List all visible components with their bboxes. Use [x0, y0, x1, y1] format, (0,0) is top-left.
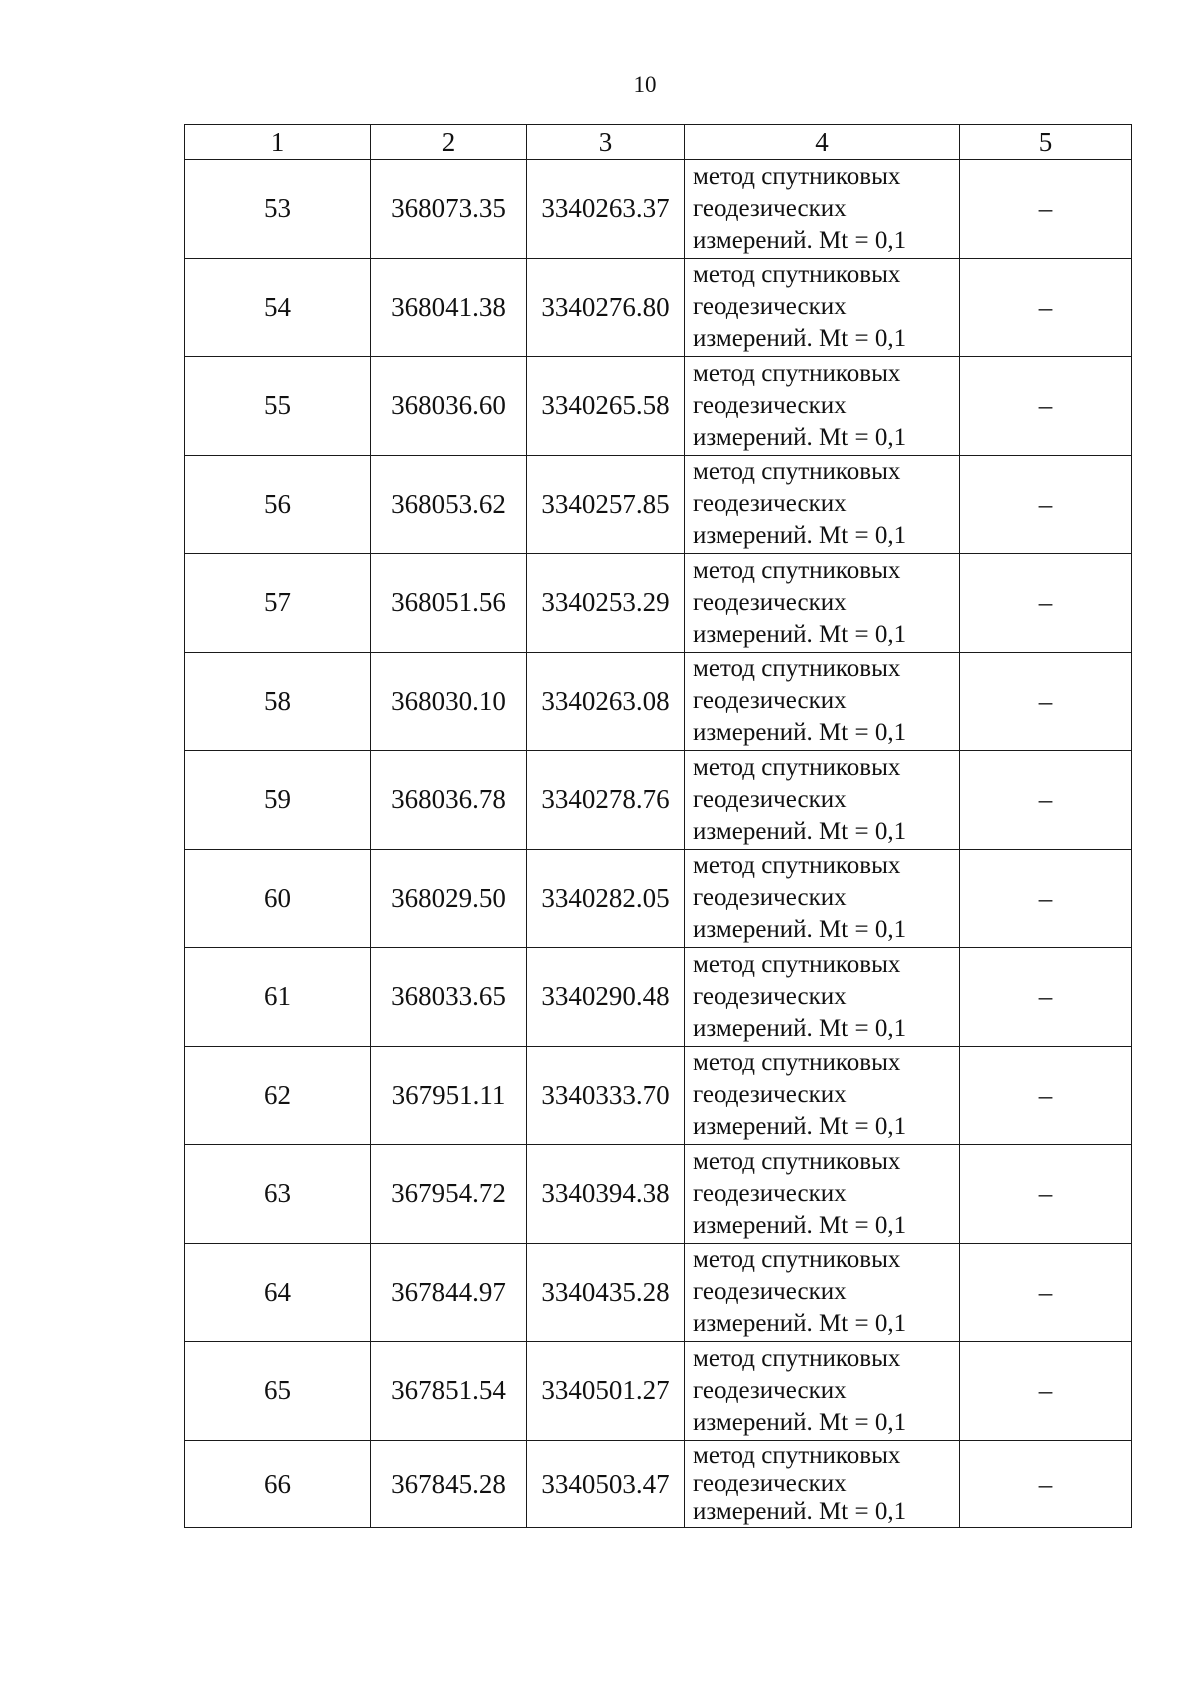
- method-line: измерений. Mt = 0,1: [693, 226, 907, 254]
- method-line: геодезических: [693, 588, 847, 616]
- y-coordinate-cell: 3340276.80: [527, 258, 685, 357]
- table-row: [185, 1243, 1132, 1342]
- y-coordinate-cell: 3340290.48: [527, 948, 685, 1047]
- method-line: геодезических: [693, 194, 847, 222]
- table-row: [185, 160, 1132, 259]
- column-header: 2: [371, 125, 527, 160]
- y-coordinate-cell: 3340278.76: [527, 751, 685, 850]
- method-line: измерений. Mt = 0,1: [693, 423, 907, 451]
- y-coordinate-cell: 3340394.38: [527, 1145, 685, 1244]
- method-cell: [685, 1145, 960, 1244]
- method-line: геодезических: [693, 1179, 847, 1207]
- method-line: метод спутниковых: [693, 1049, 901, 1077]
- y-coordinate-cell: 3340265.58: [527, 357, 685, 456]
- method-line: метод спутниковых: [693, 1344, 901, 1372]
- method-line: измерений. Mt = 0,1: [693, 916, 907, 944]
- method-line: измерений. Mt = 0,1: [693, 1310, 907, 1338]
- method-line: геодезических: [693, 490, 847, 518]
- method-cell: [685, 1046, 960, 1145]
- x-coordinate-cell: 367951.11: [371, 1046, 527, 1145]
- note-cell: –: [960, 258, 1132, 357]
- method-line: геодезических: [693, 1469, 847, 1497]
- method-cell: [685, 1243, 960, 1342]
- page-number: 10: [633, 72, 657, 97]
- point-number-cell: 66: [185, 1440, 371, 1527]
- x-coordinate-cell: 368051.56: [371, 554, 527, 653]
- method-line: измерений. Mt = 0,1: [693, 719, 907, 747]
- method-line: измерений. Mt = 0,1: [693, 1014, 907, 1042]
- x-coordinate-cell: 368036.60: [371, 357, 527, 456]
- note-cell: –: [960, 1145, 1132, 1244]
- method-cell: [685, 1440, 960, 1527]
- method-line: геодезических: [693, 391, 847, 419]
- method-line: геодезических: [693, 982, 847, 1010]
- point-number-cell: 53: [185, 160, 371, 259]
- table-row: [185, 1046, 1132, 1145]
- method-line: метод спутниковых: [693, 852, 901, 880]
- table-header-row: [185, 125, 1132, 160]
- x-coordinate-cell: 367844.97: [371, 1243, 527, 1342]
- table-row: [185, 751, 1132, 850]
- point-number-cell: 61: [185, 948, 371, 1047]
- note-cell: –: [960, 849, 1132, 948]
- method-line: измерений. Mt = 0,1: [693, 817, 907, 845]
- point-number-cell: 60: [185, 849, 371, 948]
- note-cell: –: [960, 1342, 1132, 1441]
- method-line: геодезических: [693, 1081, 847, 1109]
- x-coordinate-cell: 367845.28: [371, 1440, 527, 1527]
- method-line: геодезических: [693, 687, 847, 715]
- method-line: геодезических: [693, 884, 847, 912]
- method-line: метод спутниковых: [693, 556, 901, 584]
- point-number-cell: 63: [185, 1145, 371, 1244]
- point-number-cell: 57: [185, 554, 371, 653]
- table-row: [185, 455, 1132, 554]
- note-cell: –: [960, 160, 1132, 259]
- point-number-cell: 65: [185, 1342, 371, 1441]
- method-line: геодезических: [693, 293, 847, 321]
- point-number-cell: 64: [185, 1243, 371, 1342]
- method-line: измерений. Mt = 0,1: [693, 1113, 907, 1141]
- method-cell: [685, 554, 960, 653]
- method-line: измерений. Mt = 0,1: [693, 1408, 907, 1436]
- method-cell: [685, 751, 960, 850]
- column-header: 5: [960, 125, 1132, 160]
- method-line: метод спутниковых: [693, 458, 901, 486]
- note-cell: –: [960, 554, 1132, 653]
- note-cell: –: [960, 357, 1132, 456]
- note-cell: –: [960, 1243, 1132, 1342]
- y-coordinate-cell: 3340503.47: [527, 1440, 685, 1527]
- y-coordinate-cell: 3340253.29: [527, 554, 685, 653]
- x-coordinate-cell: 368041.38: [371, 258, 527, 357]
- y-coordinate-cell: 3340257.85: [527, 455, 685, 554]
- x-coordinate-cell: 368073.35: [371, 160, 527, 259]
- note-cell: –: [960, 1046, 1132, 1145]
- method-line: геодезических: [693, 785, 847, 813]
- method-line: метод спутниковых: [693, 753, 901, 781]
- method-line: метод спутниковых: [693, 1246, 901, 1274]
- method-line: измерений. Mt = 0,1: [693, 1497, 907, 1525]
- y-coordinate-cell: 3340282.05: [527, 849, 685, 948]
- x-coordinate-cell: 368053.62: [371, 455, 527, 554]
- table-row: [185, 849, 1132, 948]
- method-line: метод спутниковых: [693, 1147, 901, 1175]
- table-row: [185, 1440, 1132, 1527]
- column-header: 4: [685, 125, 960, 160]
- x-coordinate-cell: 368030.10: [371, 652, 527, 751]
- column-header: 1: [185, 125, 371, 160]
- x-coordinate-cell: 367954.72: [371, 1145, 527, 1244]
- method-line: метод спутниковых: [693, 1441, 901, 1469]
- method-cell: [685, 1342, 960, 1441]
- x-coordinate-cell: 368036.78: [371, 751, 527, 850]
- note-cell: –: [960, 455, 1132, 554]
- point-number-cell: 56: [185, 455, 371, 554]
- method-cell: [685, 160, 960, 259]
- table-row: [185, 948, 1132, 1047]
- x-coordinate-cell: 368029.50: [371, 849, 527, 948]
- method-line: измерений. Mt = 0,1: [693, 325, 907, 353]
- note-cell: –: [960, 751, 1132, 850]
- method-line: измерений. Mt = 0,1: [693, 1211, 907, 1239]
- note-cell: –: [960, 652, 1132, 751]
- method-line: метод спутниковых: [693, 655, 901, 683]
- x-coordinate-cell: 368033.65: [371, 948, 527, 1047]
- method-line: метод спутниковых: [693, 261, 901, 289]
- table-row: [185, 554, 1132, 653]
- method-cell: [685, 258, 960, 357]
- table-row: [185, 652, 1132, 751]
- table-row: [185, 1145, 1132, 1244]
- y-coordinate-cell: 3340263.08: [527, 652, 685, 751]
- y-coordinate-cell: 3340263.37: [527, 160, 685, 259]
- point-number-cell: 62: [185, 1046, 371, 1145]
- method-cell: [685, 948, 960, 1047]
- method-line: геодезических: [693, 1278, 847, 1306]
- y-coordinate-cell: 3340333.70: [527, 1046, 685, 1145]
- method-line: метод спутниковых: [693, 359, 901, 387]
- point-number-cell: 59: [185, 751, 371, 850]
- note-cell: –: [960, 1440, 1132, 1527]
- table-row: [185, 258, 1132, 357]
- point-number-cell: 58: [185, 652, 371, 751]
- method-line: геодезических: [693, 1376, 847, 1404]
- method-line: метод спутниковых: [693, 162, 901, 190]
- method-line: измерений. Mt = 0,1: [693, 522, 907, 550]
- method-cell: [685, 357, 960, 456]
- x-coordinate-cell: 367851.54: [371, 1342, 527, 1441]
- note-cell: –: [960, 948, 1132, 1047]
- method-line: измерений. Mt = 0,1: [693, 620, 907, 648]
- column-header: 3: [527, 125, 685, 160]
- point-number-cell: 54: [185, 258, 371, 357]
- point-number-cell: 55: [185, 357, 371, 456]
- method-cell: [685, 849, 960, 948]
- method-cell: [685, 455, 960, 554]
- table-row: [185, 357, 1132, 456]
- y-coordinate-cell: 3340435.28: [527, 1243, 685, 1342]
- method-line: метод спутниковых: [693, 950, 901, 978]
- table-row: [185, 1342, 1132, 1441]
- method-cell: [685, 652, 960, 751]
- coordinates-table: [184, 124, 1132, 1528]
- y-coordinate-cell: 3340501.27: [527, 1342, 685, 1441]
